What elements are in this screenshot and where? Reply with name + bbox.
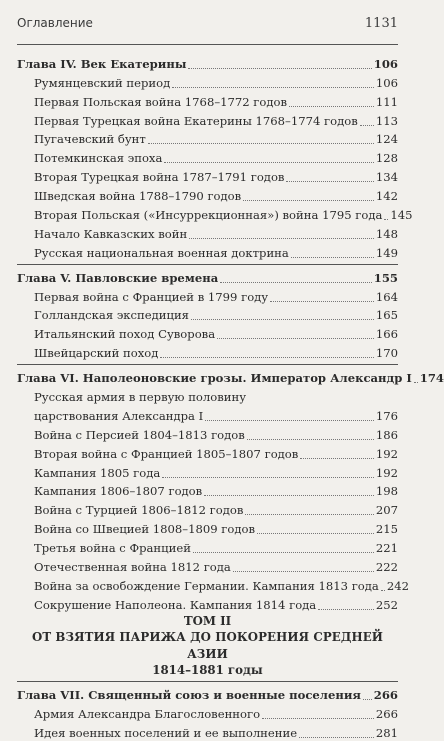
toc-entry[interactable] [17, 305, 398, 324]
entry-page: 165 [375, 308, 398, 323]
dot-leader [300, 458, 374, 459]
section-title: Оглавление [17, 16, 93, 30]
dot-leader [204, 495, 374, 496]
entry-title: Сокрушение Наполеона. Кампания 1814 года [34, 597, 317, 612]
dot-leader [191, 319, 374, 320]
entry-page: 124 [375, 132, 398, 147]
entry-page: 186 [375, 427, 398, 442]
page-number: 1131 [364, 16, 398, 31]
entry-page: 142 [375, 189, 398, 204]
entry-title: Кампания 1806–1807 годов [34, 484, 203, 499]
entry-page: 111 [375, 94, 398, 109]
entry-page: 222 [375, 560, 398, 575]
dot-leader [270, 301, 374, 302]
entry-title: Идея военных поселений и ее выполнение [34, 725, 298, 740]
entry-title: Шведская война 1788–1790 годов [34, 189, 242, 204]
entry-title: царствования Александра I [34, 408, 204, 423]
chapter-page: 266 [373, 687, 398, 702]
table-of-contents [17, 53, 444, 741]
section-rule [17, 681, 398, 682]
entry-page: 145 [390, 208, 413, 223]
toc-entry[interactable] [17, 499, 398, 518]
entry-page: 215 [375, 522, 398, 537]
entry-title: Первая Польская война 1768–1772 годов [34, 94, 288, 109]
entry-page: 134 [375, 170, 398, 185]
toc-entry[interactable] [17, 323, 398, 342]
toc-entry[interactable] [17, 443, 398, 462]
toc-entry-line1[interactable] [17, 386, 398, 405]
entry-title: Война со Швецией 1808–1809 годов [34, 522, 255, 537]
volume-years: 1814–1881 годы [152, 663, 263, 678]
dot-leader [162, 477, 374, 478]
toc-entry[interactable] [17, 722, 398, 741]
toc-entry[interactable] [17, 537, 398, 556]
running-head [17, 16, 398, 38]
toc-entry[interactable] [17, 556, 398, 575]
entry-page: 207 [375, 503, 398, 518]
toc-entry[interactable] [17, 575, 409, 594]
dot-leader [172, 87, 374, 88]
toc-entry[interactable] [17, 424, 398, 443]
entry-page: 106 [375, 75, 398, 90]
dot-leader [414, 382, 418, 383]
dot-leader [318, 609, 374, 610]
chapter-title: Глава VII. Священный союз и военные поселения [17, 687, 361, 702]
toc-entry[interactable] [17, 223, 398, 242]
toc-chapter-4[interactable] [17, 53, 398, 72]
entry-page: 242 [386, 578, 409, 593]
entry-page: 221 [375, 541, 398, 556]
entry-title: Потемкинская эпоха [34, 151, 163, 166]
toc-entry[interactable] [17, 405, 398, 424]
entry-page: 192 [375, 446, 398, 461]
entry-title: Война с Персией 1804–1813 годов [34, 427, 245, 442]
entry-page: 128 [375, 151, 398, 166]
dot-leader [220, 282, 372, 283]
dot-leader [299, 737, 374, 738]
chapter-page: 106 [373, 56, 398, 71]
dot-leader [291, 257, 374, 258]
toc-entry[interactable] [17, 204, 413, 223]
entry-title: Первая Турецкая война Екатерины 1768–1774 годов [34, 113, 358, 128]
toc-entry[interactable] [17, 518, 398, 537]
entry-page: 164 [375, 289, 398, 304]
toc-chapter-5[interactable] [17, 267, 398, 286]
entry-title: Итальянский поход Суворова [34, 327, 216, 342]
toc-entry[interactable] [17, 91, 398, 110]
toc-entry[interactable] [17, 462, 398, 481]
entry-page: 170 [375, 346, 398, 361]
entry-title: Русская армия в первую половину [34, 390, 247, 405]
toc-entry[interactable] [17, 594, 398, 613]
dot-leader [286, 181, 373, 182]
entry-page: 281 [375, 725, 398, 740]
entry-title: Швейцарский поход [34, 346, 159, 361]
chapter-title: Глава VI. Наполеоновские грозы. Император Александр I [17, 371, 412, 386]
toc-entry[interactable] [17, 166, 398, 185]
entry-title: Первая война с Францией в 1799 году [34, 289, 269, 304]
entry-page: 252 [375, 597, 398, 612]
entry-page: 176 [375, 408, 398, 423]
toc-entry[interactable] [17, 147, 398, 166]
section-rule [17, 364, 398, 365]
entry-title: Армия Александра Благословенного [34, 706, 261, 721]
entry-page: 166 [375, 327, 398, 342]
entry-page: 192 [375, 465, 398, 480]
dot-leader [245, 514, 374, 515]
toc-entry[interactable] [17, 703, 398, 722]
toc-entry[interactable] [17, 110, 398, 129]
dot-leader [164, 162, 373, 163]
entry-page: 148 [375, 226, 398, 241]
toc-entry[interactable] [17, 481, 398, 500]
entry-title: Русская национальная военная доктрина [34, 245, 289, 260]
dot-leader [381, 590, 385, 591]
dot-leader [205, 420, 374, 421]
dot-leader [289, 106, 374, 107]
toc-entry[interactable] [17, 286, 398, 305]
chapter-page: 174 [419, 371, 444, 386]
entry-title: Третья война с Францией [34, 541, 191, 556]
dot-leader [193, 552, 374, 553]
entry-page: 149 [375, 245, 398, 260]
entry-title: Вторая Польская («Инсуррекционная») война 1795 года [34, 208, 383, 223]
toc-entry[interactable] [17, 342, 398, 361]
dot-leader [233, 571, 374, 572]
toc-chapter-7[interactable] [17, 684, 398, 703]
dot-leader [217, 338, 374, 339]
entry-title: Пугачевский бунт [34, 132, 146, 147]
dot-leader [189, 238, 374, 239]
dot-leader [262, 718, 374, 719]
dot-leader [384, 219, 388, 220]
dot-leader [363, 699, 372, 700]
entry-title: Вторая Турецкая война 1787–1791 годов [34, 170, 285, 185]
volume-title: ОТ ВЗЯТИЯ ПАРИЖА ДО ПОКОРЕНИЯ СРЕДНЕЙ АЗИИ [31, 630, 384, 661]
toc-entry[interactable] [17, 72, 398, 91]
entry-page: 266 [375, 706, 398, 721]
entry-title: Война с Турцией 1806–1812 годов [34, 503, 244, 518]
dot-leader [243, 200, 374, 201]
volume-label: ТОМ II [183, 613, 232, 628]
section-rule [17, 264, 398, 265]
toc-entry[interactable] [17, 242, 398, 261]
entry-title: Отечественная война 1812 года [34, 560, 231, 575]
entry-title: Голландская экспедиция [34, 308, 189, 323]
chapter-title: Глава IV. Век Екатерины [17, 56, 187, 71]
chapter-page: 155 [373, 270, 398, 285]
dot-leader [148, 143, 374, 144]
toc-entry[interactable] [17, 129, 398, 148]
entry-page: 198 [375, 484, 398, 499]
toc-chapter-6[interactable] [17, 367, 444, 386]
chapter-title: Глава V. Павловские времена [17, 270, 219, 285]
entry-title: Вторая война с Францией 1805–1807 годов [34, 446, 299, 461]
entry-title: Война за освобождение Германии. Кампания 1813 года [34, 578, 379, 593]
dot-leader [257, 533, 374, 534]
dot-leader [188, 68, 371, 69]
entry-title: Начало Кавказских войн [34, 226, 188, 241]
entry-page: 113 [375, 113, 398, 128]
dot-leader [247, 439, 374, 440]
toc-entry[interactable] [17, 185, 398, 204]
header-rule [17, 44, 398, 45]
dot-leader [360, 125, 374, 126]
entry-title: Румянцевский период [34, 75, 171, 90]
entry-title: Кампания 1805 года [34, 465, 161, 480]
dot-leader [160, 357, 373, 358]
